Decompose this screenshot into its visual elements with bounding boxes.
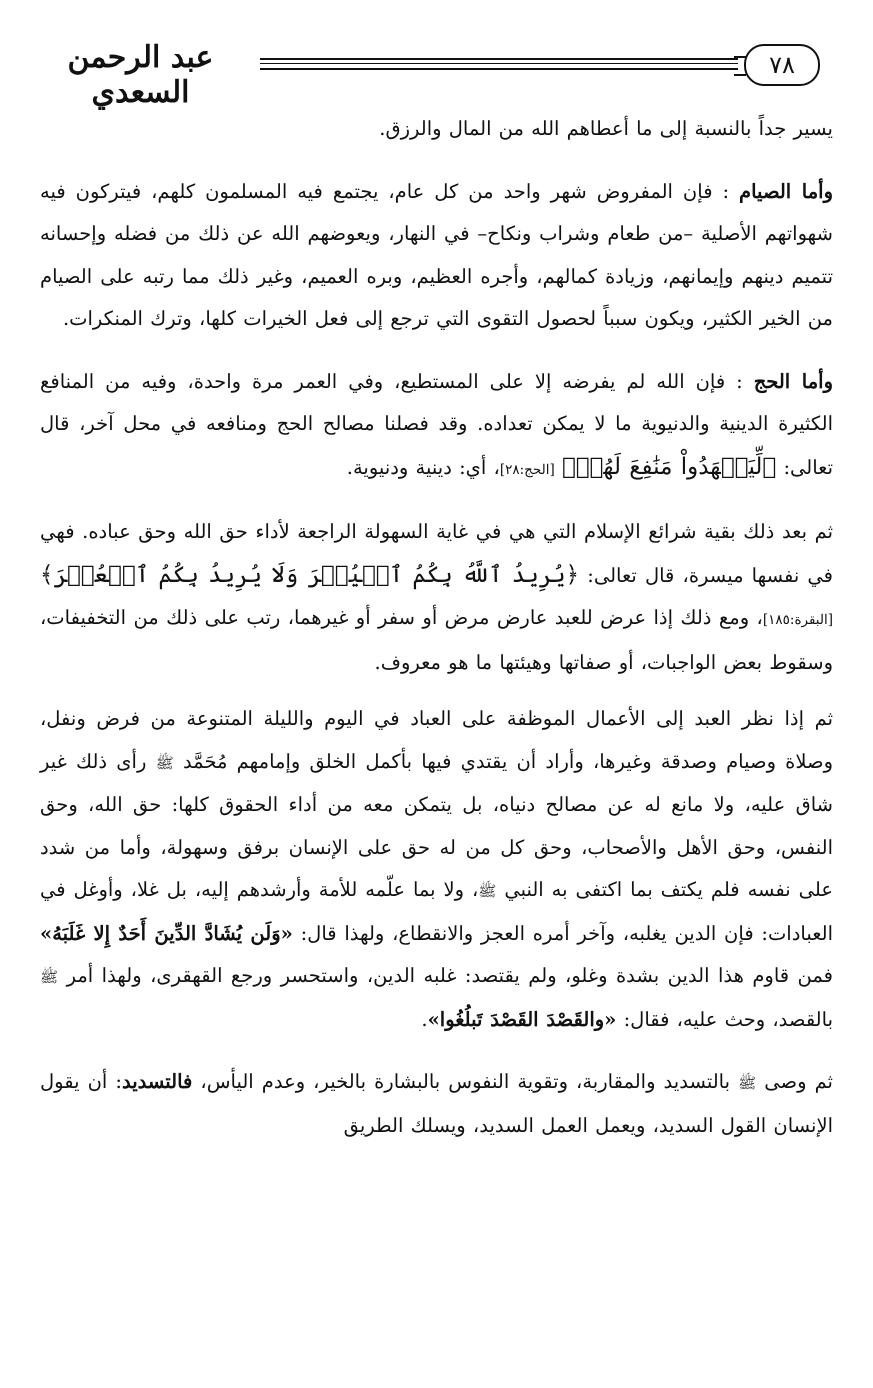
- salawat-symbol: ﷺ: [155, 753, 174, 772]
- paragraph-text: بالقصد، وحث عليه، فقال:: [623, 1007, 833, 1031]
- paragraph-text: ثم بعد ذلك بقية شرائع الإسلام التي هي في غاية السهولة الراجعة لأداء حق الله وحق عباده. فهي في نفسها ميسرة، قال تعالى:: [40, 520, 834, 587]
- paragraph-ease: [40, 511, 833, 684]
- paragraph-text: ، ولا بما علّمه للأمة وأرشدهم إليه، بل غلا، وأوغل في العبادات: فإن الدين يغلبه، وآخر أمره العجز والانقطاع، ولهذا قال:: [40, 878, 834, 945]
- paragraph-text: : أن يقول الإنسان القول السديد، ويعمل العمل السديد، ويسلك الطريق: [40, 1070, 833, 1137]
- paragraph-text: ثم إذا نظر العبد إلى الأعمال الموظفة على العباد في اليوم والليلة المتنوعة من فرض ونفل، وصلاة وصيام وصدقة وغيرها، وأراد أن يقتدي فيها بأكمل الخلق وإمامهم مُحَمَّد: [40, 707, 834, 773]
- salawat-symbol: ﷺ: [738, 1074, 757, 1092]
- author-name-header: عبد الرحمن السعدي: [67, 40, 214, 110]
- verse-reference: [الحج:٢٨]: [499, 461, 555, 478]
- paragraph-hajj: [40, 361, 833, 492]
- paragraph-zakat-end: [40, 108, 833, 151]
- salawat-symbol: ﷺ: [40, 968, 59, 986]
- running-header: [28, 40, 848, 110]
- paragraph-text: ثم وصى: [764, 1070, 833, 1093]
- page-number: ٧٨: [744, 44, 820, 86]
- main-text: [40, 108, 833, 1147]
- paragraph-text: رأى ذلك غير شاق عليه، ولا مانع له عن مصالح دنياه، بل يتمكن معه من أداء الحقوق كلها: حق الله، وحق النفس، وحق الأهل والأصحاب، وحق كل من له حق على الإنسان برفق وسهولة، وأما من شدد على نفسه فلم يكتف بما اكتفى به النبي: [40, 749, 833, 901]
- paragraph-text: ، أي: دينية ودنيوية.: [346, 455, 500, 479]
- paragraph-moderation: [40, 698, 833, 1041]
- quran-verse: ﴿لِّيَشۡهَدُواْ مَنَٰفِعَ لَهُمۡ﴾: [561, 453, 777, 480]
- section-lead-fasting: وأما الصيام: [739, 179, 833, 203]
- paragraph-text: : فإن الله لم يفرضه إلا على المستطيع، وفي العمر مرة واحدة، وفيه من المنافع الكثيرة الدينية والدنيوية ما لا يمكن تعداده. وقد فصلنا مصالح الحج ومنافعه في محل آخر، قال تعالى:: [40, 369, 833, 479]
- paragraph-fasting: [40, 171, 833, 341]
- header-rule: [260, 58, 738, 70]
- verse-reference: [البقرة:١٨٥]: [762, 612, 833, 628]
- paragraph-text: يسير جداً بالنسبة إلى ما أعطاهم الله من المال والرزق.: [379, 117, 833, 140]
- paragraph-text: بالتسديد والمقاربة، وتقوية النفوس بالبشارة بالخير، وعدم اليأس،: [200, 1070, 731, 1093]
- section-lead-hajj: وأما الحج: [753, 369, 834, 393]
- salawat-symbol: ﷺ: [478, 882, 497, 900]
- paragraph-tasdeed: [40, 1061, 833, 1147]
- section-lead-tasdeed: فالتسديد: [121, 1070, 193, 1093]
- hadith-quote: «وَلَن يُشَادَّ الدِّينَ أَحَدٌ إِلا غَلَبَهُ»: [40, 921, 293, 945]
- quran-verse: ﴿يُرِيدُ ٱللَّهُ بِكُمُ ٱلۡيُسۡرَ وَلَا يُرِيدُ بِكُمُ ٱلۡعُسۡرَ﴾: [40, 561, 580, 588]
- hadith-quote: «والقَصْدَ القَصْدَ تَبلُغُوا»: [427, 1007, 617, 1031]
- paragraph-text: فمن قاوم هذا الدين بشدة وغلو، ولم يقتصد: غلبه الدين، واستحسر ورجع القهقرى، ولهذا أمر: [66, 964, 833, 987]
- paragraph-text: ، ومع ذلك إذا عرض للعبد عارض مرض أو سفر أو غيرهما، رتب على ذلك من التخفيفات، وسقوط بعض الواجبات، أو صفاتها وهيئتها ما هو معروف.: [40, 606, 833, 674]
- paragraph-text: .: [421, 1007, 428, 1031]
- paragraph-text: : فإن المفروض شهر واحد من كل عام، يجتمع فيه المسلمون كلهم، فيتركون فيه شهواتهم الأصلية –من طعام وشراب ونكاح– في النهار، ويعوضهم الله عن ذلك من فضله وإحسانه تتميم دينهم وإيمانهم، وزيادة كمالهم، وأجره العظيم، وبره العميم، وغير ذلك مما رتبه على الصيام من الخير الكثير، ويكون سبباً لحصول التقوى التي ترجع إلى فعل الخيرات كلها، وترك المنكرات.: [40, 179, 833, 330]
